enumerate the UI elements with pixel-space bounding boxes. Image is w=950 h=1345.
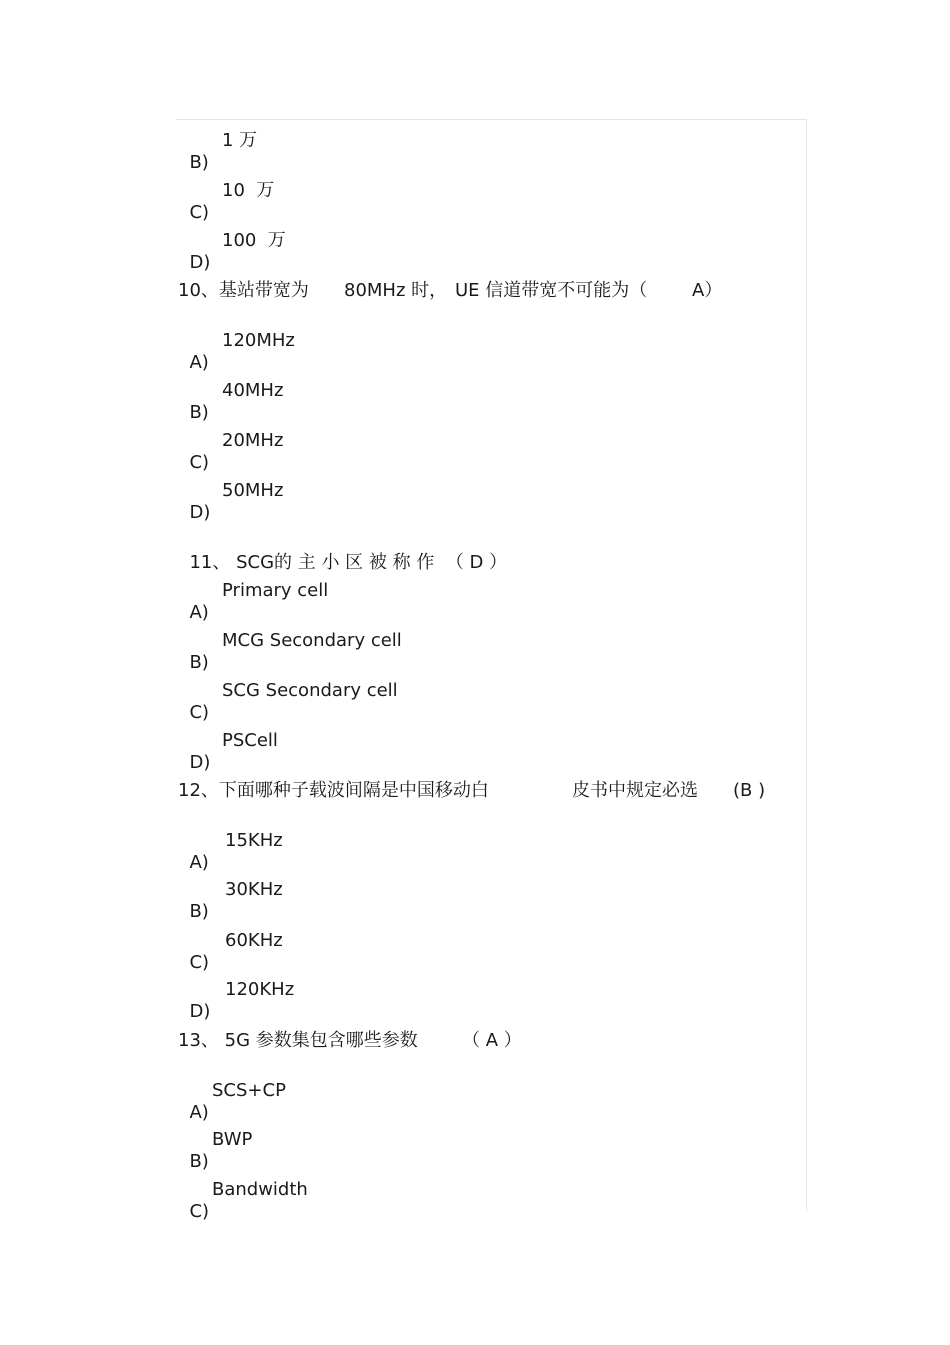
question-10-part: UE 信道带宽不可能为（ <box>455 280 648 301</box>
option-letter: B) <box>189 652 209 673</box>
option-text: SCS+CP <box>212 1080 286 1101</box>
option-letter: C) <box>189 1201 210 1222</box>
option-text: 1 万 <box>222 130 258 151</box>
question-11-text: 11、 SCG的 主 小 区 被 称 作 （ D ） <box>189 552 508 573</box>
option-text: 15KHz <box>225 830 283 851</box>
question-12-answer: (B ) <box>733 780 766 801</box>
option-text: 30KHz <box>225 879 283 900</box>
option-text: 40MHz <box>222 380 284 401</box>
question-10-part: 10、基站带宽为 <box>178 280 309 301</box>
option-letter: B) <box>189 402 209 423</box>
option-text: 10 万 <box>222 180 275 201</box>
question-10-part: 80MHz 时， <box>344 280 448 301</box>
option-text: PSCell <box>222 730 278 751</box>
option-letter: D) <box>189 1001 211 1022</box>
option-letter: B) <box>189 152 209 173</box>
option-letter: A) <box>189 852 209 873</box>
option-text: 120MHz <box>222 330 295 351</box>
option-text: BWP <box>212 1129 253 1150</box>
option-text: 20MHz <box>222 430 284 451</box>
q13-option-c <box>178 1179 308 1245</box>
option-text: MCG Secondary cell <box>222 630 402 651</box>
question-10-answer: A） <box>692 280 723 301</box>
question-13-part: 13、 5G 参数集包含哪些参数 <box>178 1030 418 1051</box>
option-text: 120KHz <box>225 979 295 1000</box>
option-text: Primary cell <box>222 580 329 601</box>
option-letter: C) <box>189 952 210 973</box>
question-11 <box>178 530 507 574</box>
option-letter: B) <box>189 1151 209 1172</box>
option-letter: C) <box>189 202 210 223</box>
question-13-answer: （ A ） <box>462 1030 522 1051</box>
option-letter: D) <box>189 502 211 523</box>
option-letter: D) <box>189 752 211 773</box>
page-frame-right <box>806 119 807 1211</box>
option-letter: A) <box>189 602 209 623</box>
option-letter: C) <box>189 452 210 473</box>
question-12-part: 12、下面哪种子载波间隔是中国移动白 <box>178 780 489 801</box>
option-text: 50MHz <box>222 480 284 501</box>
option-letter: A) <box>189 1102 209 1123</box>
option-text: 60KHz <box>225 930 283 951</box>
option-letter: C) <box>189 702 210 723</box>
option-text: SCG Secondary cell <box>222 680 398 701</box>
option-letter: A) <box>189 352 209 373</box>
option-letter: D) <box>189 252 211 273</box>
option-text: Bandwidth <box>212 1179 308 1200</box>
option-text: 100 万 <box>222 230 286 251</box>
question-12-part: 皮书中规定必选 <box>572 780 698 801</box>
option-letter: B) <box>189 901 209 922</box>
page-frame-top <box>176 119 807 120</box>
